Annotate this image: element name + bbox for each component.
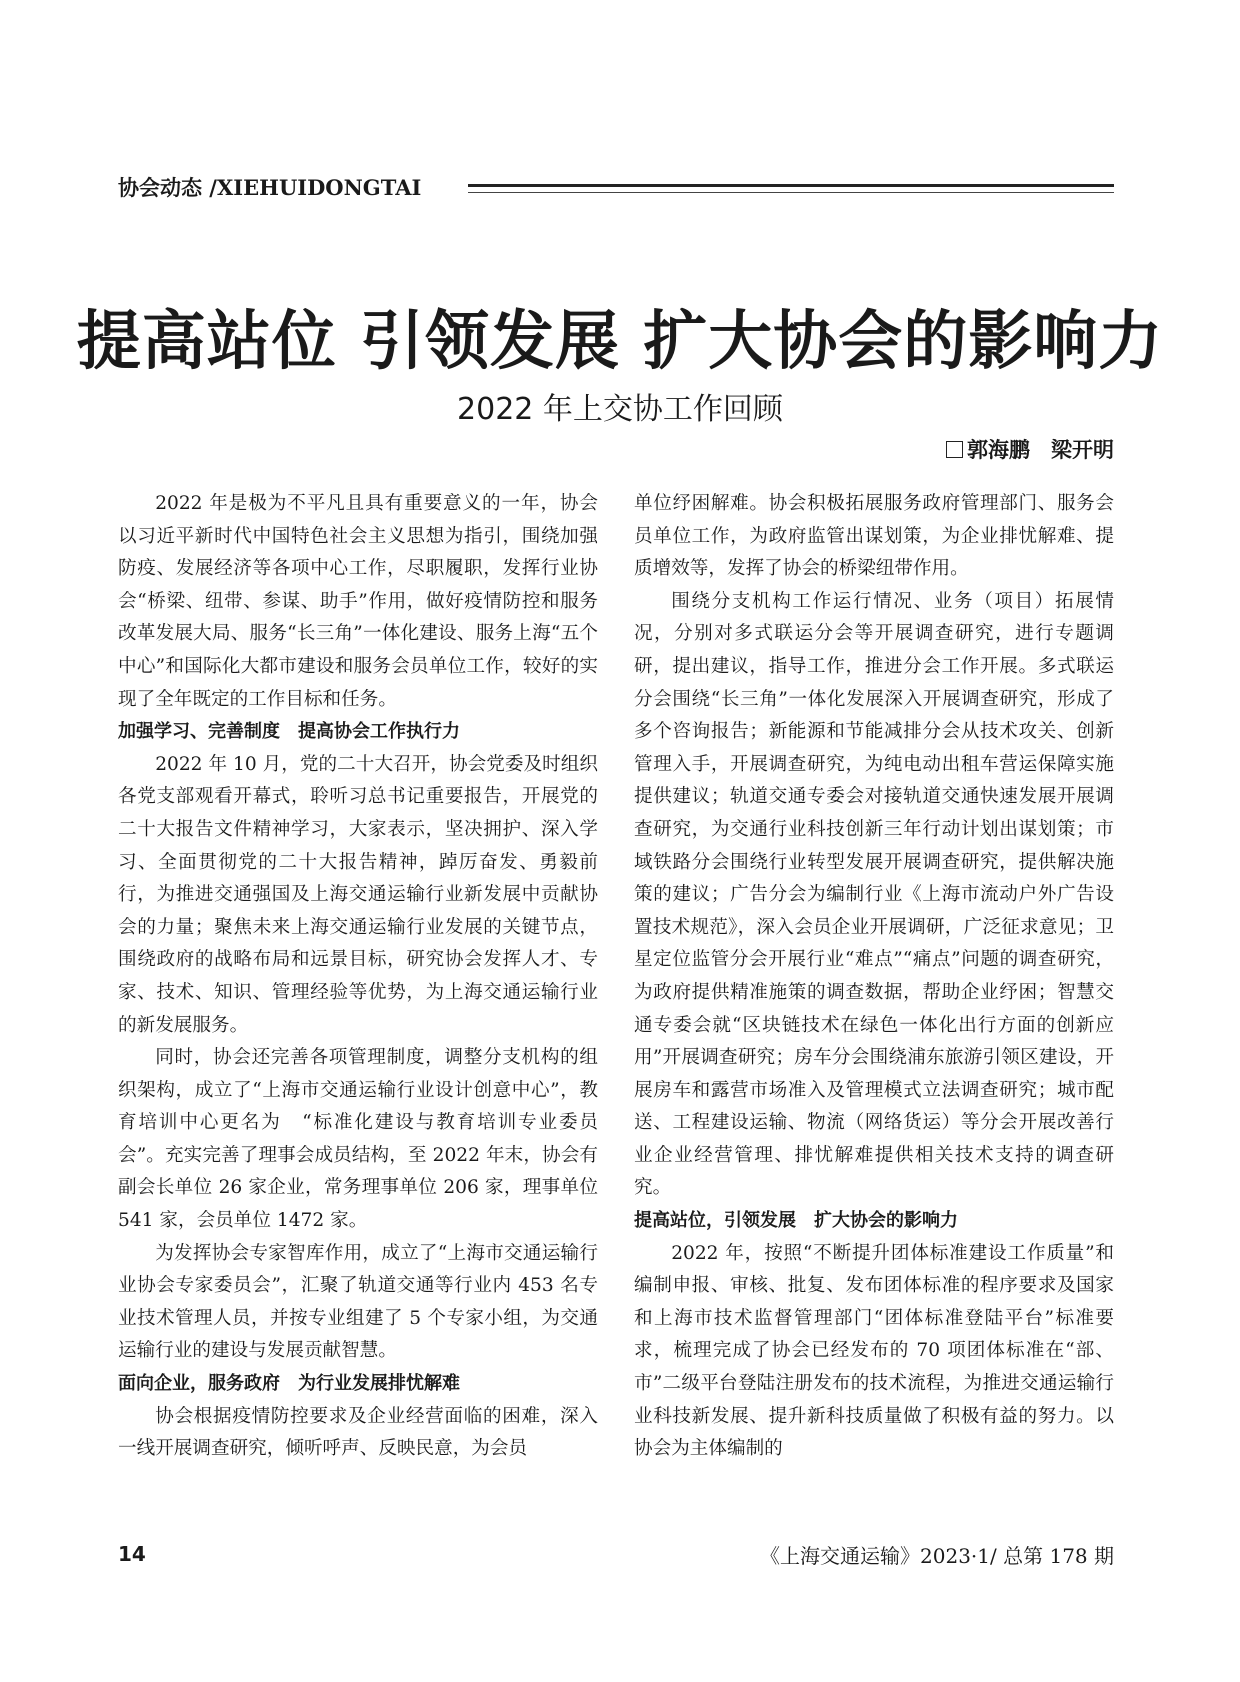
paragraph: 2022 年 10 月，党的二十大召开，协会党委及时组织各党支部观看开幕式，聆听习总书记重要报告，开展党的二十大报告文件精神学习，大家表示，坚决拥护、深入学习、全面贯彻党的二十大报告精神，踔厉奋发、勇毅前行，为推进交通强国及上海交通运输行业新发展中贡献协会的力量；聚焦未来上海交通运输行业发展的关键节点，围绕政府的战略布局和远景目标，研究协会发挥人才、专家、技术、知识、管理经验等优势，为上海交通运输行业的新发展服务。 <box>118 753 598 1036</box>
paragraph: 2022 年，按照“不断提升团体标准建设工作质量”和编制申报、审核、批复、发布团体标准的程序要求及国家和上海市技术监督管理部门“团体标准登陆平台”标准要求，梳理完成了协会已经发布的 70 项团体标准在“部、市”二级平台登陆注册发布的技术流程，为推进交通运输行业科技新发展、提升新科技质量做了积极有益的努力。以协会为主体编制的 <box>634 1242 1114 1460</box>
author-box-icon <box>946 441 963 458</box>
paragraph: 同时，协会还完善各项管理制度，调整分支机构的组织架构，成立了“上海市交通运输行业设计创意中心”，教育培训中心更名为 “标准化建设与教育培训专业委员会”。充实完善了理事会成员结构，至 2022 年末，协会有副会长单位 26 家企业，常务理事单位 206 家，理事单位 541 家，会员单位 1472 家。 <box>118 1047 598 1232</box>
paragraph: 为发挥协会专家智库作用，成立了“上海市交通运输行业协会专家委员会”，汇聚了轨道交通等行业内 453 名专业技术管理人员，并按专业组建了 5 个专家小组，为交通运输行业的建设与发展贡献智慧。 <box>118 1242 598 1362</box>
paragraph: 协会根据疫情防控要求及企业经营面临的困难，深入一线开展调查研究，倾听呼声、反映民意，为会员 <box>118 1405 598 1460</box>
left-column <box>118 488 598 1466</box>
header-rule <box>468 184 1114 187</box>
paragraph: 2022 年是极为不平凡且具有重要意义的一年，协会以习近平新时代中国特色社会主义思想为指引，围绕加强防疫、发展经济等各项中心工作，尽职履职，发挥行业协会“桥梁、纽带、参谋、助手”作用，做好疫情防控和服务改革发展大局、服务“长三角”一体化建设、服务上海“五个中心”和国际化大都市建设和服务会员单位工作，较好的实现了全年既定的工作目标和任务。 <box>118 493 598 710</box>
section-label: 协会动态 /XIEHUIDONGTAI <box>118 175 422 200</box>
section-heading: 面向企业，服务政府 为行业发展排忧解难 <box>118 1373 460 1395</box>
section-heading: 加强学习、完善制度 提高协会工作执行力 <box>118 721 460 743</box>
section-header <box>118 168 1114 208</box>
article-title: 提高站位 引领发展 扩大协会的影响力 <box>76 304 1164 379</box>
page-number: 14 <box>118 1542 146 1566</box>
paragraph: 围绕分支机构工作运行情况、业务（项目）拓展情况，分别对多式联运分会等开展调查研究，进行专题调研，提出建议，指导工作，推进分会工作开展。多式联运分会围绕“长三角”一体化发展深入开展调查研究，形成了多个咨询报告；新能源和节能减排分会从技术攻关、创新管理入手，开展调查研究，为纯电动出租车营运保障实施提供建议；轨道交通专委会对接轨道交通快速发展开展调查研究，为交通行业科技创新三年行动计划出谋划策；市域铁路分会围绕行业转型发展开展调查研究，提供解决施策的建议；广告分会为编制行业《上海市流动户外广告设置技术规范》，深入会员企业开展调研，广泛征求意见；卫星定位监管分会开展行业“难点”“痛点”问题的调查研究，为政府提供精准施策的调查数据，帮助企业纾困；智慧交通专委会就“区块链技术在绿色一体化出行方面的创新应用”开展调查研究；房车分会围绕浦东旅游引领区建设，开展房车和露营市场准入及管理模式立法调查研究；城市配送、工程建设运输、物流（网络货运）等分会开展改善行业企业经营管理、排忧解难提供相关技术支持的调查研究。 <box>634 590 1114 1199</box>
header-rule-thin <box>468 192 1114 193</box>
journal-footer: 《上海交通运输》2023·1/ 总第 178 期 <box>760 1544 1114 1568</box>
section-heading: 提高站位，引领发展 扩大协会的影响力 <box>634 1210 958 1232</box>
right-column <box>634 488 1114 1466</box>
article-author <box>946 434 1114 464</box>
article-subtitle: 2022 年上交协工作回顾 <box>457 392 783 427</box>
paragraph-continued: 单位纾困解难。协会积极拓展服务政府管理部门、服务会员单位工作，为政府监管出谋划策，为企业排忧解难、提质增效等，发挥了协会的桥梁纽带作用。 <box>634 493 1114 580</box>
author-names: 郭海鹏 梁开明 <box>967 438 1114 462</box>
